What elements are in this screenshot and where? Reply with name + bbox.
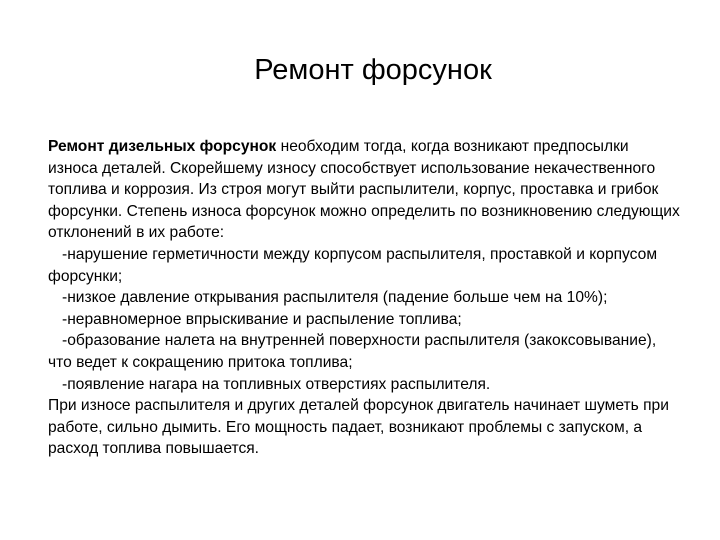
bullet-item: -нарушение герметичности между корпусом распылителя, проставкой и корпусом форсунки; (48, 245, 658, 285)
bullet-item: -образование налета на внутренней поверхности распылителя (закоксовывание), что ведет к сокращению притока топлива; (48, 332, 657, 371)
bullet-item: -низкое давление открывания распылителя (падение больше чем на 10%); (62, 289, 608, 307)
slide-body (48, 136, 680, 460)
slide-title: Ремонт форсунок (254, 54, 492, 86)
intro-lead: Ремонт дизельных форсунок (48, 138, 277, 155)
bullet-item: -неравномерное впрыскивание и распыление топлива; (62, 310, 462, 328)
intro-text: необходим тогда, когда возникают предпосылки износа деталей. Скорейшему износу способствует использование некачественного топлива и коррозия. Из строя могут выйти распылители, корпус, проставка и грибок форсунки. Степень износа форсунок можно определить по возникновению следующих отклонений в их работе: (48, 138, 680, 242)
bullet-item: -появление нагара на топливных отверстиях распылителя. (62, 375, 491, 393)
intro-paragraph (48, 136, 680, 244)
conclusion-paragraph: При износе распылителя и других деталей форсунок двигатель начинает шуметь при работе, сильно дымить. Его мощность падает, возникают проблемы с запуском, а расход топлива повышается. (48, 397, 669, 458)
